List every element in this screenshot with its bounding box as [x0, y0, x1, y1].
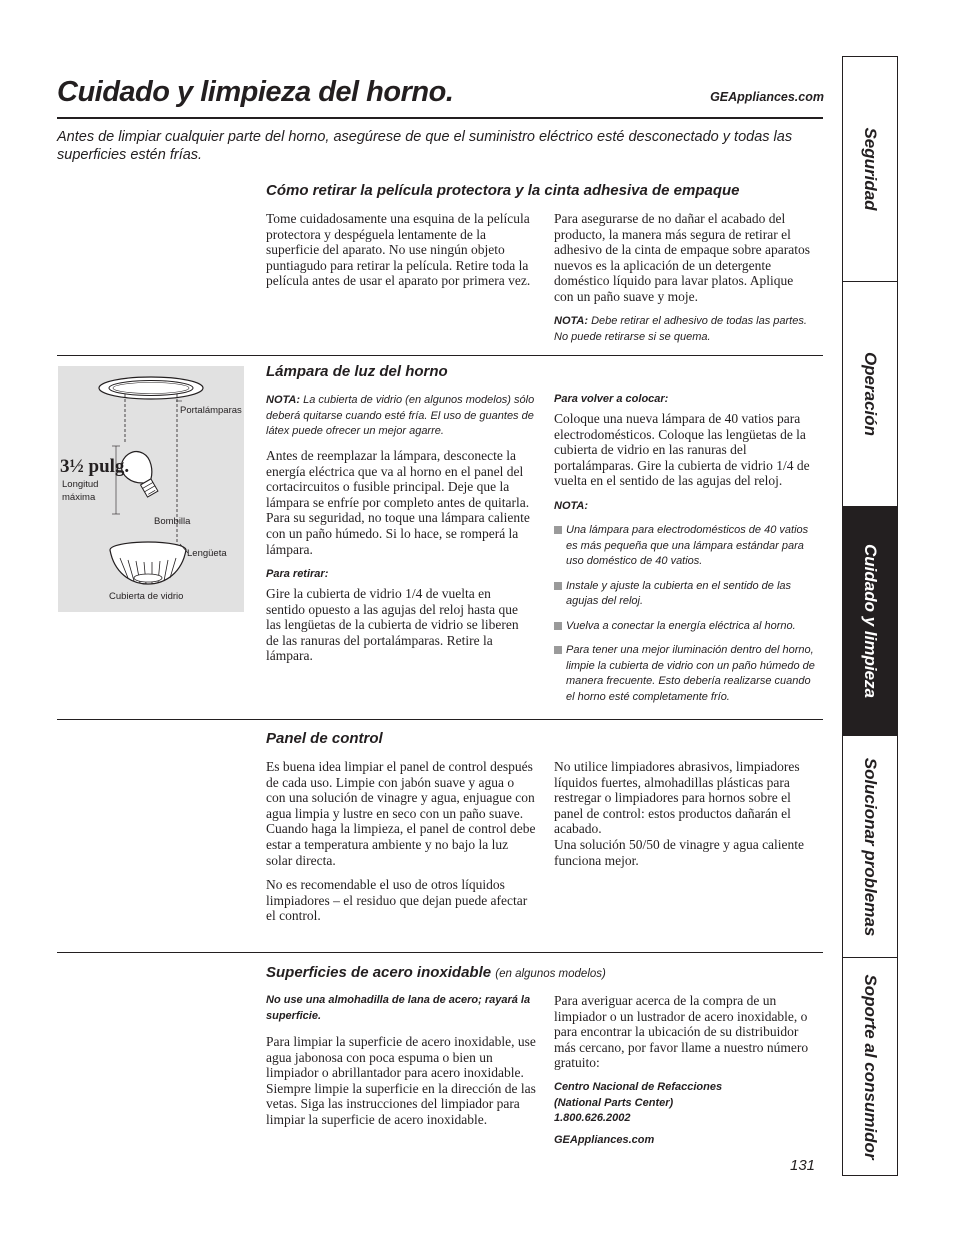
- contact-name: Centro Nacional de Refacciones: [554, 1081, 723, 1093]
- control-heading: Panel de control: [266, 730, 383, 747]
- lamp-bullets: [554, 523, 820, 714]
- contact-name-en: (National Parts Center): [554, 1096, 674, 1109]
- side-tabs: [842, 56, 898, 1176]
- film-left-text: Tome cuidadosamente una esquina de la película protectora y despéguela lentamente de la superficie del aparato. No use ningún objeto puntiagudo para retirar la película. Retire toda la película antes de usar el aparato por primera vez.: [266, 211, 531, 289]
- label-bulb: Bombilla: [154, 516, 191, 527]
- title-rule: [57, 117, 823, 119]
- steel-heading-note: (en algunos modelos): [495, 968, 606, 980]
- lamp-heading: Lámpara de luz del horno: [266, 363, 448, 380]
- replace-text: Coloque una nueva lámpara de 40 vatios para electrodomésticos. Coloque las lengüetas de la cubierta de vidrio en las ranuras del portalámparas. Gire la cubierta de vidrio 1/4 de vuelta en el sentido de las agujas del reloj.: [554, 411, 810, 489]
- replace-label: Para volver a colocar:: [554, 393, 669, 405]
- nota-label: NOTA:: [554, 500, 589, 512]
- label-socket: Portalámparas: [180, 405, 242, 416]
- page-number: 131: [790, 1157, 816, 1174]
- control-right: [554, 759, 816, 868]
- label-tab: Lengüeta: [187, 548, 227, 559]
- section-divider: [57, 719, 823, 720]
- label-length-2: máxima: [62, 492, 96, 503]
- label-size: 3½ pulg.: [60, 456, 130, 477]
- section-divider: [57, 355, 823, 356]
- steel-right-text: Para averiguar acerca de la compra de un limpiador o un lustrador de acero inoxidable, o para encontrar la ubicación de su distribuidor más cercano, por favor llame a nuestro número gratuito:: [554, 993, 809, 1071]
- steel-warning: No use una almohadilla de lana de acero; rayará la superficie.: [266, 994, 531, 1022]
- intro-text: Antes de limpiar cualquier parte del horno, asegúrese de que el suministro eléctrico esté desconectado y todas las superficies estén frías.: [57, 129, 793, 163]
- control-right-2: Una solución 50/50 de vinagre y agua caliente funciona mejor.: [554, 836, 805, 868]
- remove-label: Para retirar:: [266, 568, 329, 580]
- site-link[interactable]: GEAppliances.com: [710, 90, 824, 104]
- film-note: [554, 314, 816, 345]
- label-cover: Cubierta de vidrio: [109, 591, 184, 602]
- lamp-note: [266, 393, 536, 440]
- label-length-1: Longitud: [62, 479, 99, 490]
- bullet-item: Instale y ajuste la cubierta en el sentido de las agujas del reloj.: [554, 579, 820, 610]
- control-p1: Es buena idea limpiar el panel de control después de cada uso. Limpie con jabón suave y agua o con una solución de vinagre y agua, enjuague con agua limpia y lustre en seco con un paño suave. Cuando haga la limpieza, el panel de control debe estar a temperatura ambiente y no bajo la luz solar directa.: [266, 759, 536, 868]
- film-note-label: NOTA:: [554, 315, 589, 327]
- bullet-item: Para tener una mejor iluminación dentro del horno, limpie la cubierta de vidrio con un paño húmedo de manera frecuente. Esto debería realizarse cuando el horno esté completamente frío.: [554, 643, 820, 705]
- control-right-1: No utilice limpiadores abrasivos, limpiadores líquidos fuertes, almohadillas plásticas para restregar o limpiadores para hornos sobre el panel de control: estos productos dañarán el acabado.: [554, 759, 800, 837]
- contact-block: [554, 1080, 722, 1148]
- remove-text: Gire la cubierta de vidrio 1/4 de vuelta en sentido opuesto a las agujas del reloj hasta que las lengüetas de la cubierta de vidrio se liberen de las ranuras del portalámparas. Retire la lámpara.: [266, 586, 519, 664]
- lamp-note-label: NOTA:: [266, 394, 301, 406]
- film-note-text: Debe retirar el adhesivo de todas las partes. No puede retirarse si se quema.: [554, 315, 807, 343]
- bullet-square-icon: [554, 622, 562, 630]
- page-title: Cuidado y limpieza del horno.: [57, 76, 454, 108]
- bullet-item: Vuelva a conectar la energía eléctrica al horno.: [554, 619, 820, 635]
- control-p2: No es recomendable el uso de otros líquidos limpiadores – el residuo que dejan puede afectar el control.: [266, 877, 528, 924]
- lamp-figure: [58, 366, 244, 612]
- contact-website[interactable]: GEAppliances.com: [554, 1133, 655, 1146]
- contact-phone[interactable]: 1.800.626.2002: [554, 1112, 631, 1124]
- tab-cuidado-limpieza[interactable]: Cuidado y limpieza: [843, 506, 897, 736]
- tab-solucionar-problemas[interactable]: Solucionar problemas: [861, 757, 880, 936]
- tab-seguridad[interactable]: Seguridad: [861, 127, 880, 211]
- bullet-square-icon: [554, 582, 562, 590]
- film-right-text: Para asegurarse de no dañar el acabado del producto, la manera más segura de retirar el adhesivo de la cinta de empaque sobre aparatos nuevos es la aplicación de un detergente doméstico líquido para lavar platos. Aplique con un paño suave y moje.: [554, 211, 811, 304]
- film-heading: Cómo retirar la película protectora y la cinta adhesiva de empaque: [266, 182, 740, 199]
- bullet-item: Una lámpara para electrodomésticos de 40 vatios es más pequeña que una lámpara estándar para uso doméstico de 40 vatios.: [554, 523, 820, 570]
- lamp-note-text: La cubierta de vidrio (en algunos modelos) sólo deberá quitarse cuando esté fría. El uso de guantes de látex puede ofrecer un mejor agarre.: [266, 394, 535, 437]
- steel-left-text: Para limpiar la superficie de acero inoxidable, use agua jabonosa con poca espuma o bien un limpiador o abrillantador para acero inoxidable. Siempre limpie la superficie en la dirección de las vetas. Siga las instrucciones del limpiador para limpiar la superficie de acero inoxidable.: [266, 1034, 536, 1127]
- tab-operacion[interactable]: Operación: [861, 351, 880, 437]
- lamp-intro-text: Antes de reemplazar la lámpara, desconecte la energía eléctrica que va al horno en el panel del cortacircuitos o fusible principal. Deje que la lámpara se enfríe por completo antes de quitarla. Para su seguridad, no toque una lámpara caliente con un paño húmedo. Si lo hace, se romperá la lámpara.: [266, 448, 530, 557]
- tab-soporte-consumidor[interactable]: Soporte al consumidor: [861, 973, 880, 1160]
- bullet-square-icon: [554, 646, 562, 654]
- section-divider: [57, 952, 823, 953]
- steel-heading: Superficies de acero inoxidable (en algunos modelos): [266, 964, 606, 981]
- control-left: [266, 759, 536, 933]
- bullet-square-icon: [554, 526, 562, 534]
